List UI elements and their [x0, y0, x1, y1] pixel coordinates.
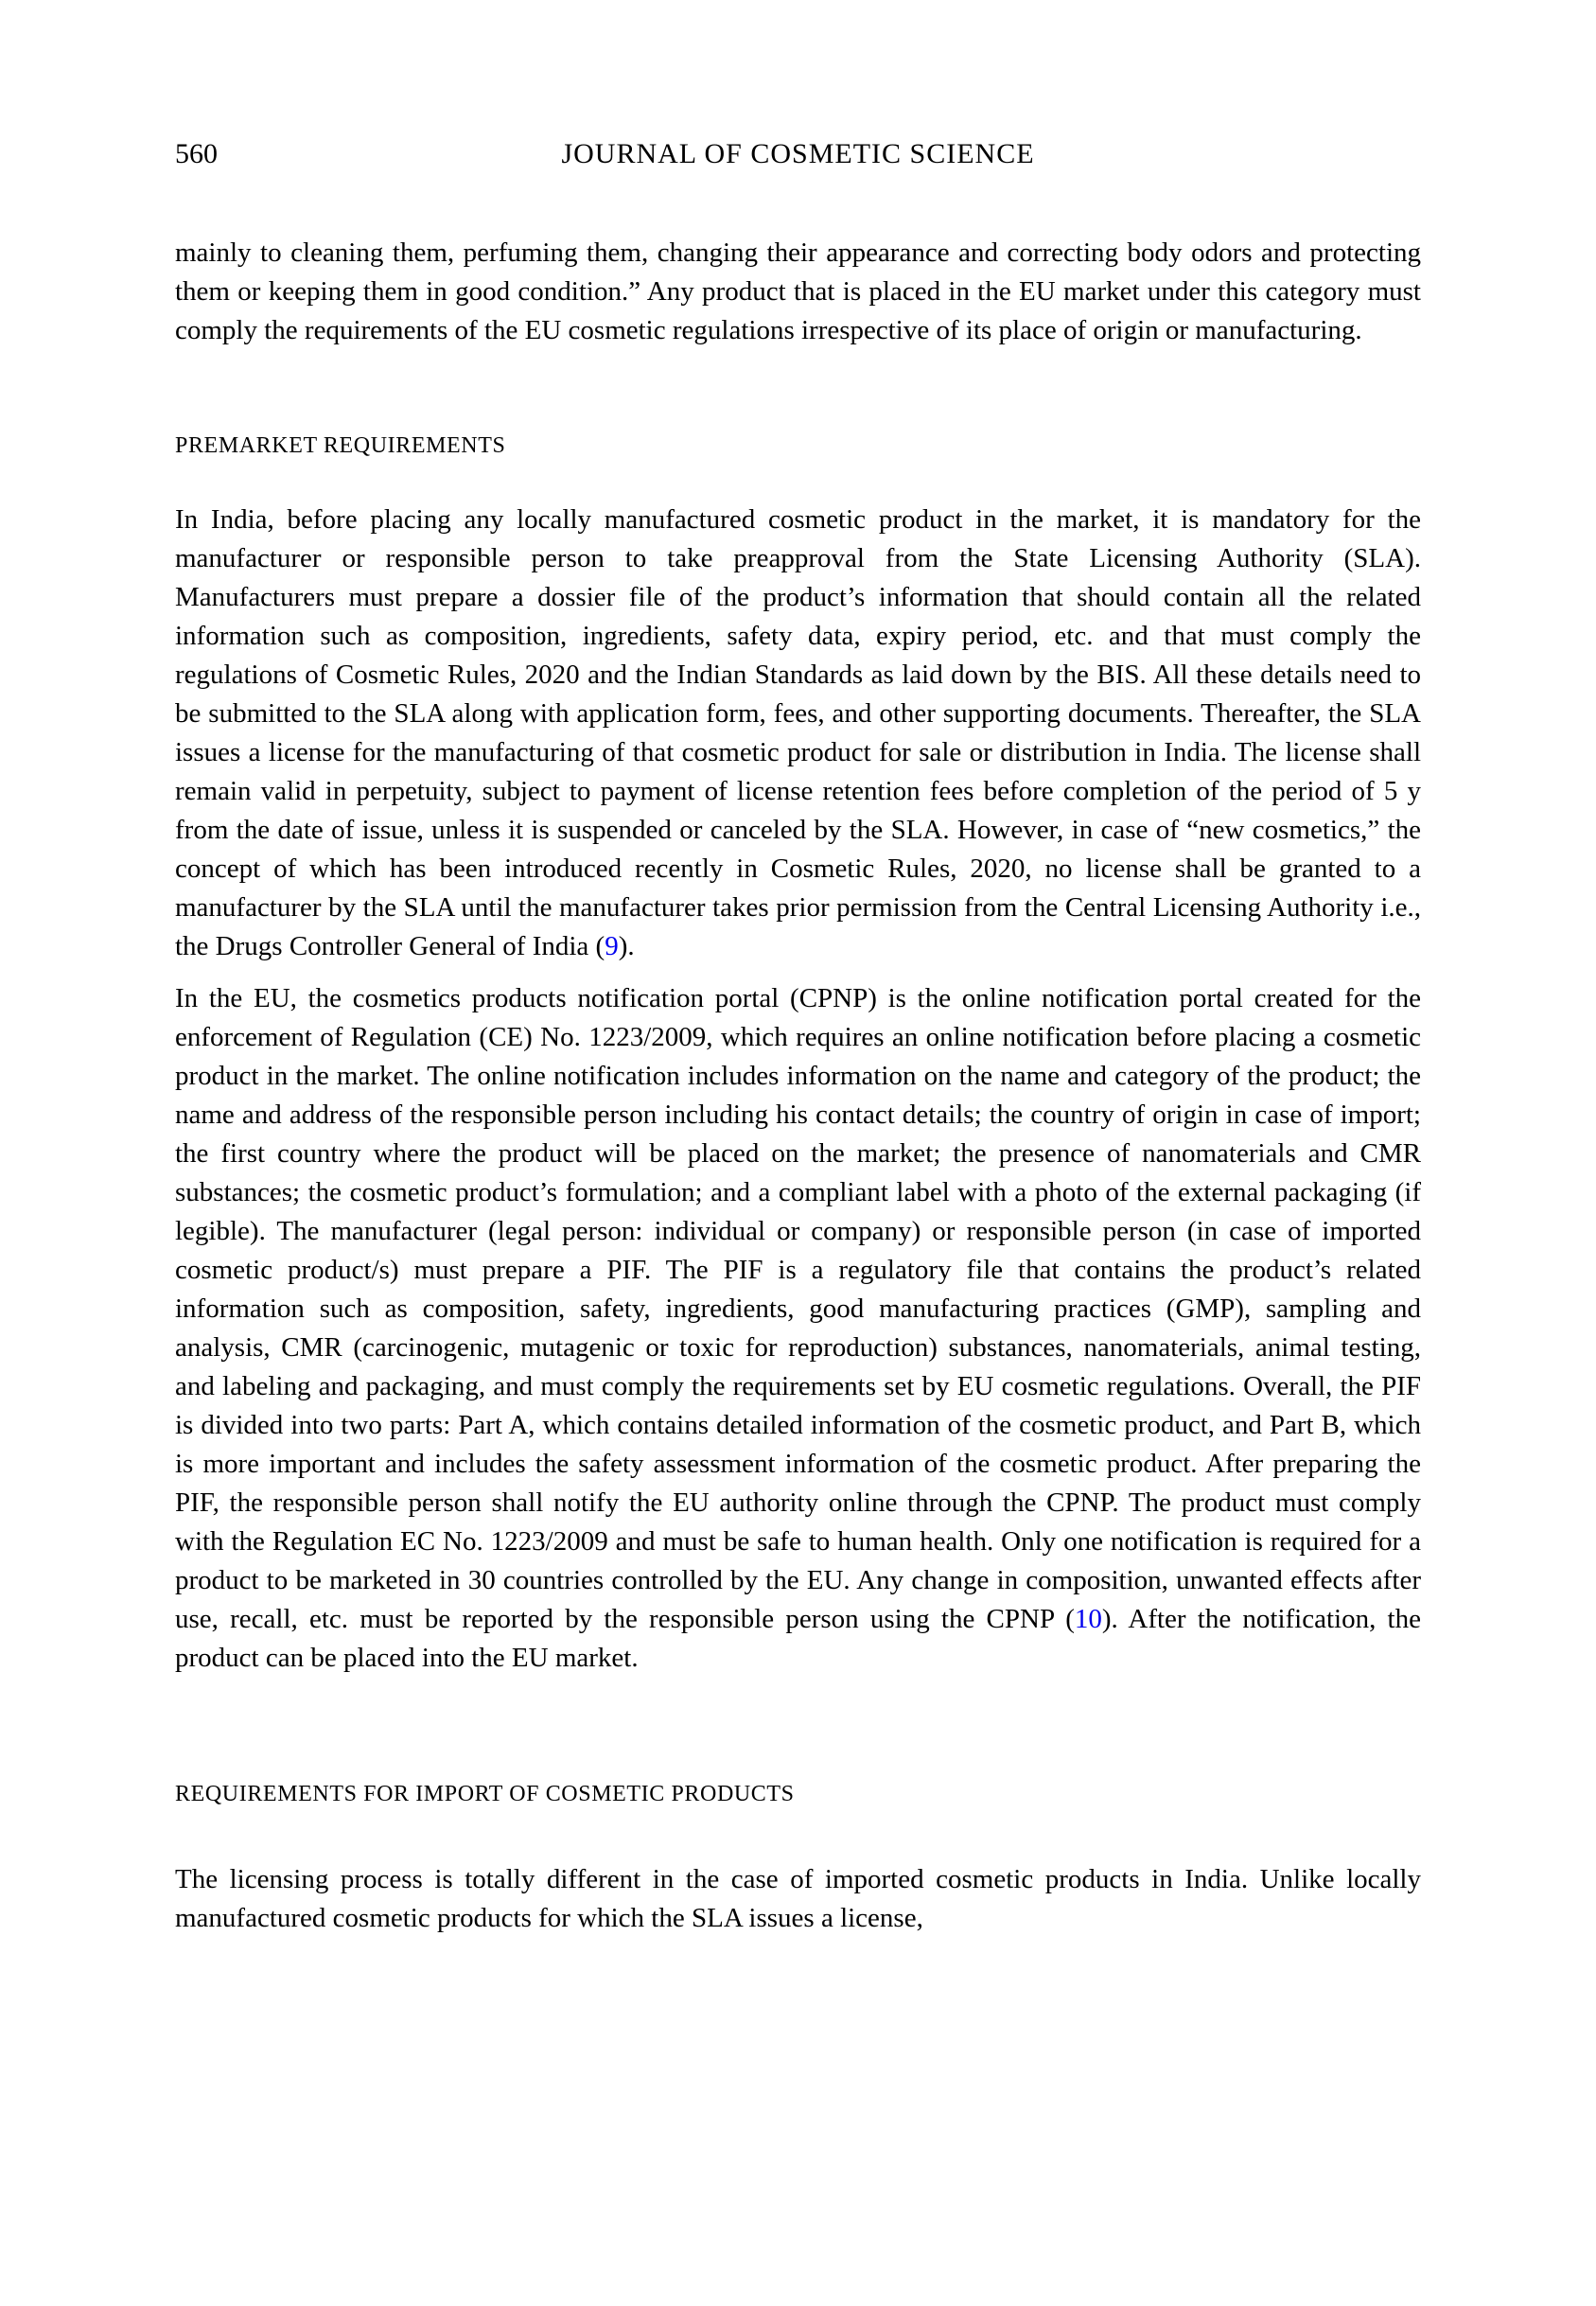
paragraph-text: ). After the notification, the product can be placed into the EU market.	[175, 1604, 1421, 1673]
paragraph-text: ).	[618, 931, 635, 961]
paragraph-eu-cpnp	[175, 979, 1421, 1678]
reference-link-9[interactable]: 9	[605, 931, 619, 961]
running-header	[175, 137, 1421, 173]
section-heading-import-requirements: REQUIREMENTS FOR IMPORT OF COSMETIC PRODUCTS	[175, 1782, 795, 1806]
paragraph-india-premarket	[175, 501, 1421, 966]
paragraph-text: In India, before placing any locally manufactured cosmetic product in the market, it is mandatory for the manufacturer or responsible person to take preapproval from the State Licensing Authority (SLA). Manufacturers must prepare a dossier file of the product’s information that should contain all the related information such as composition, ingredients, safety data, expiry period, etc. and that must comply the regulations of Cosmetic Rules, 2020 and the Indian Standards as laid down by the BIS. All these details need to be submitted to the SLA along with application form, fees, and other supporting documents. Thereafter, the SLA issues a license for the manufacturing of that cosmetic product for sale or distribution in India. The license shall remain valid in perpetuity, subject to payment of license retention fees before completion of the period of 5 y from the date of issue, unless it is suspended or canceled by the SLA. However, in case of “new cosmetics,” the concept of which has been introduced recently in Cosmetic Rules, 2020, no license shall be granted to a manufacturer by the SLA until the manufacturer takes prior permission from the Central Licensing Authority i.e., the Drugs Controller General of India (	[175, 504, 1421, 961]
article-body	[175, 234, 1421, 1938]
reference-link-10[interactable]: 10	[1074, 1604, 1102, 1634]
section-heading-premarket-requirements: PREMARKET REQUIREMENTS	[175, 433, 506, 458]
journal-title: JOURNAL OF COSMETIC SCIENCE	[561, 138, 1035, 169]
paragraph-import-licensing: The licensing process is totally different in the case of imported cosmetic products in India. Unlike locally manufactured cosmetic products for which the SLA issues a license,	[175, 1864, 1421, 1933]
paragraph-intro-continuation: mainly to cleaning them, perfuming them, changing their appearance and correcting body odors and protecting them or keeping them in good condition.” Any product that is placed in the EU market under this category must comply the requirements of the EU cosmetic regulations irrespective of its place of origin or manufacturing.	[175, 238, 1421, 345]
paragraph-text: In the EU, the cosmetics products notification portal (CPNP) is the online notification portal created for the enforcement of Regulation (CE) No. 1223/2009, which requires an online notification before placing a cosmetic product in the market. The online notification includes information on the name and category of the product; the name and address of the responsible person including his contact details; the country of origin in case of import; the first country where the product will be placed on the market; the presence of nanomaterials and CMR substances; the cosmetic product’s formulation; and a compliant label with a photo of the external packaging (if legible). The manufacturer (legal person: individual or company) or responsible person (in case of imported cosmetic product/s) must prepare a PIF. The PIF is a regulatory file that contains the product’s related information such as composition, safety, ingredients, good manufacturing practices (GMP), sampling and analysis, CMR (carcinogenic, mutagenic or toxic for reproduction) substances, nanomaterials, animal testing, and labeling and packaging, and must comply the requirements set by EU cosmetic regulations. Overall, the PIF is divided into two parts: Part A, which contains detailed information of the cosmetic product, and Part B, which is more important and includes the safety assessment information of the cosmetic product. After preparing the PIF, the responsible person shall notify the EU authority online through the CPNP. The product must comply with the Regulation EC No. 1223/2009 and must be safe to human health. Only one notification is required for a product to be marketed in 30 countries controlled by the EU. Any change in composition, unwanted effects after use, recall, etc. must be reported by the responsible person using the CPNP (	[175, 983, 1421, 1634]
page-number: 560	[175, 138, 218, 169]
